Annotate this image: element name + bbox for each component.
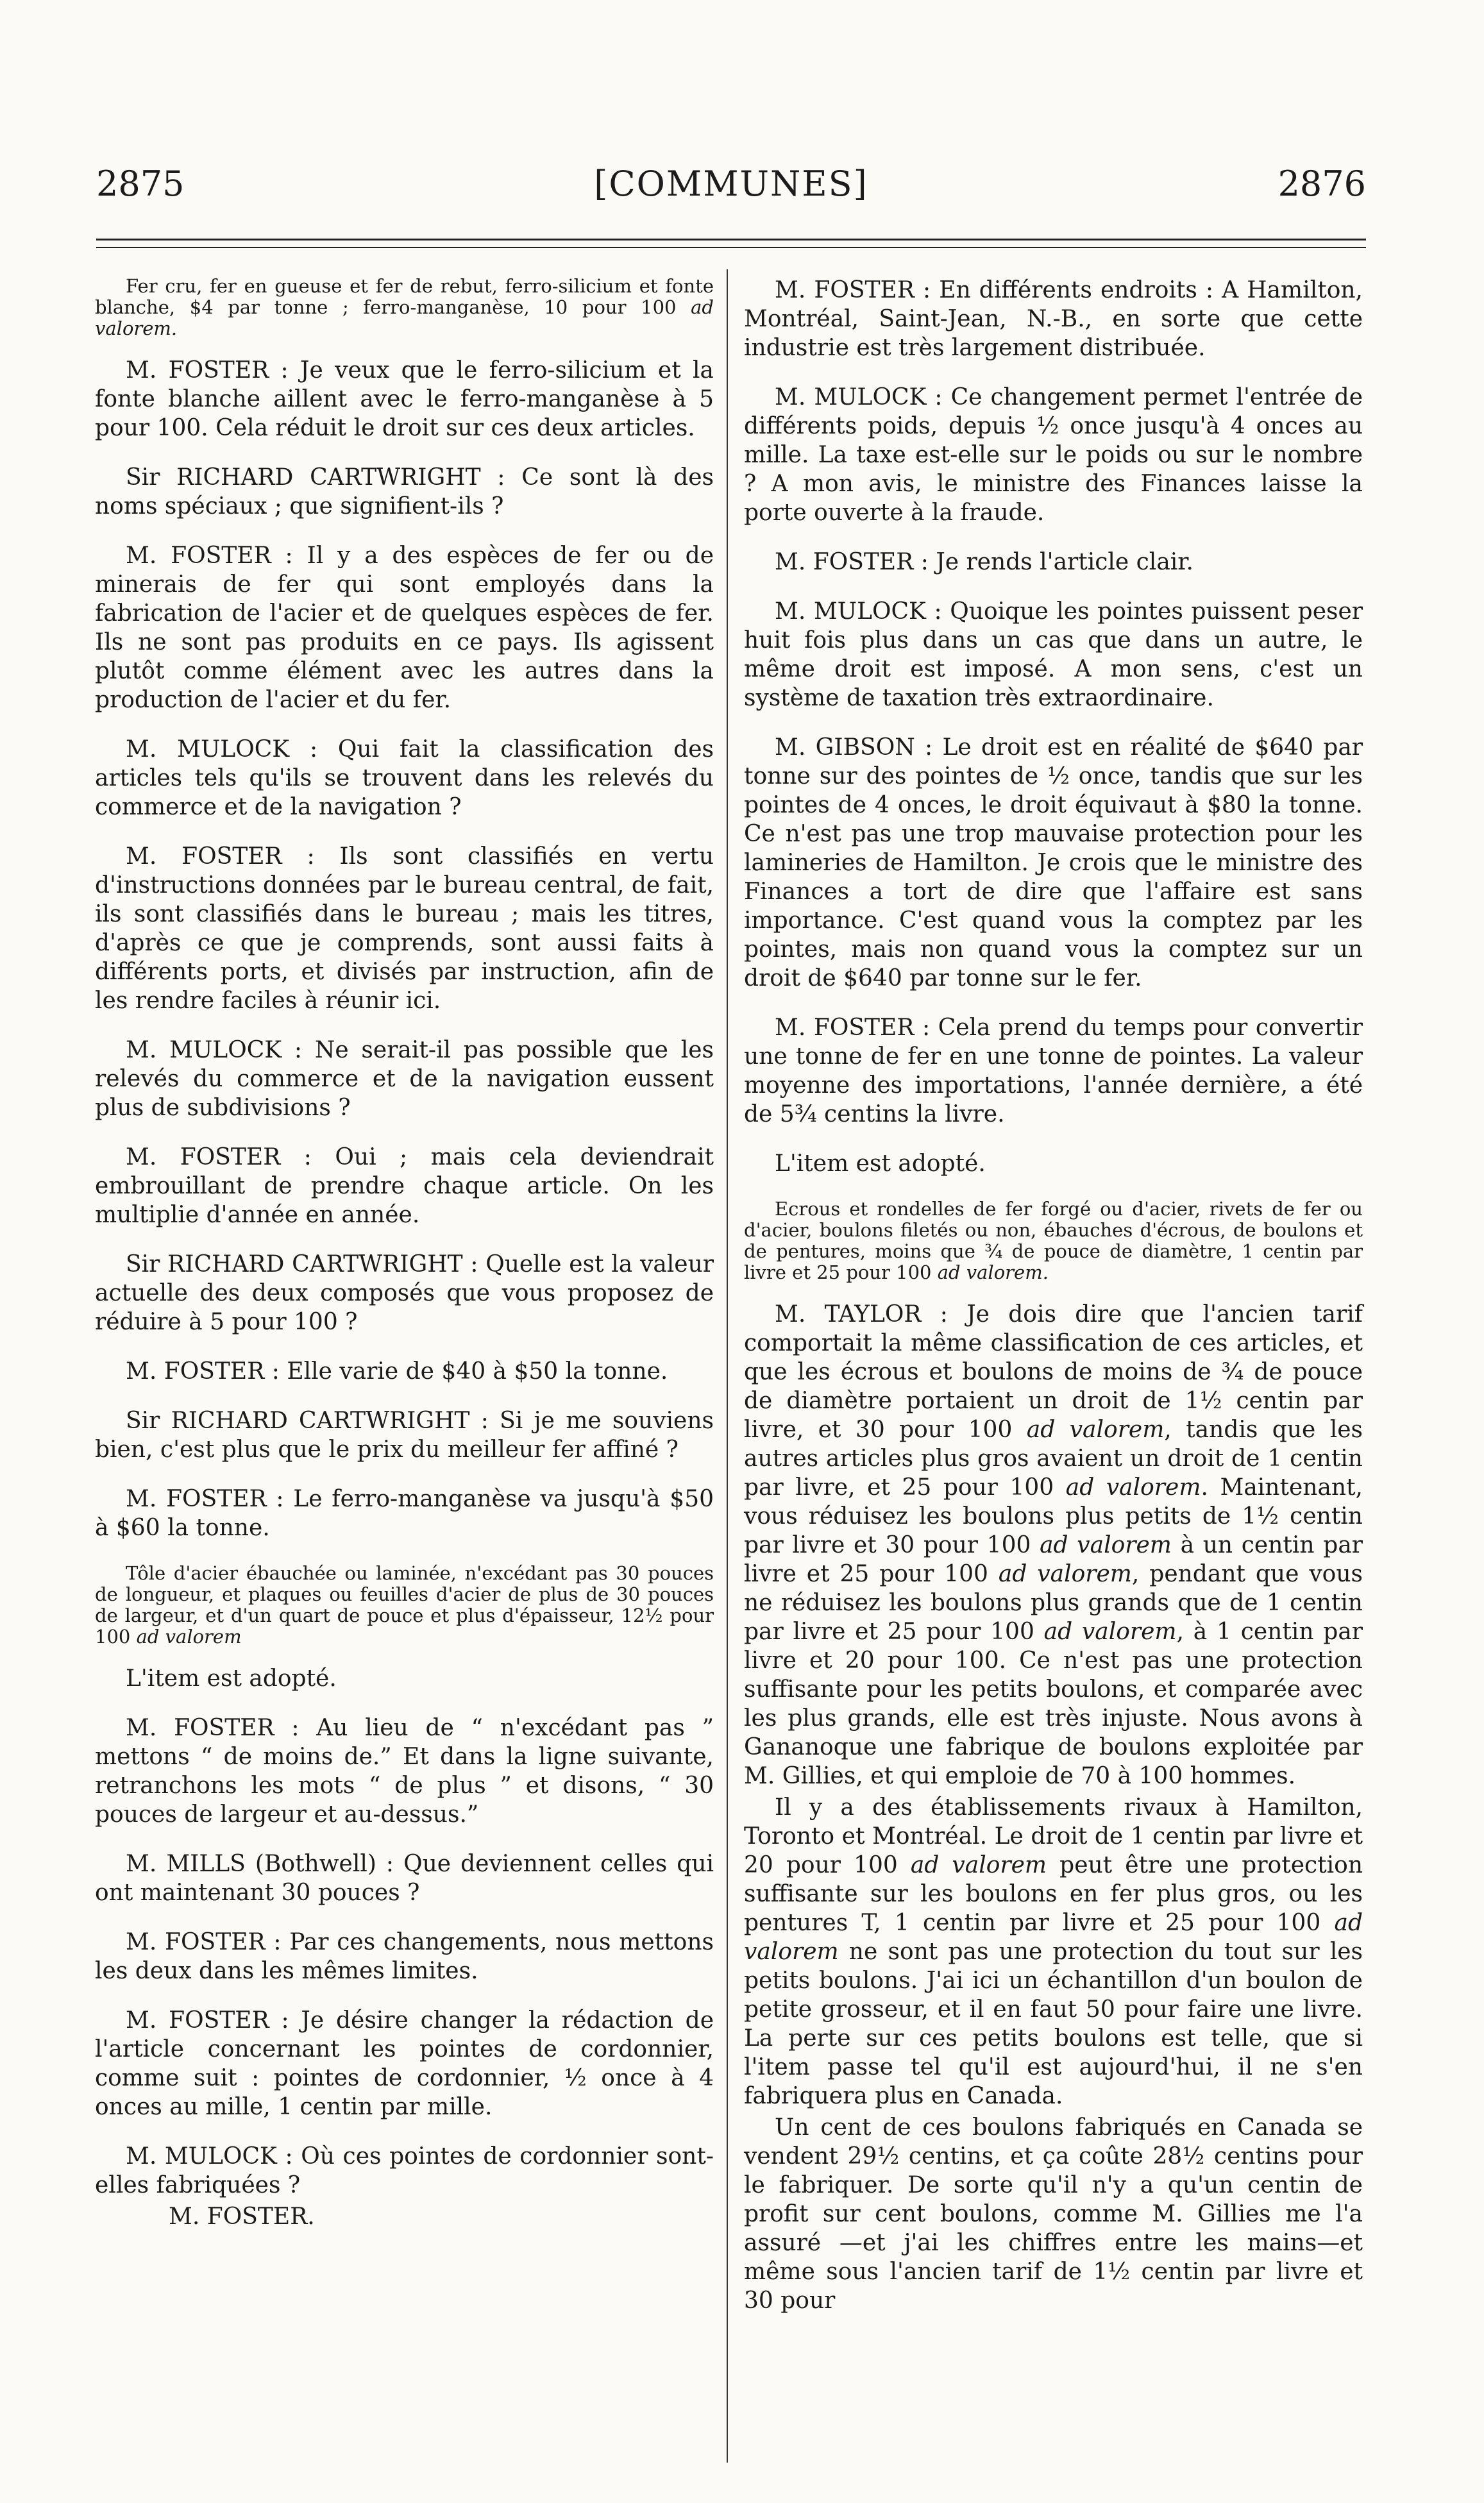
paragraph: M. FOSTER : Par ces changements, nous mettons les deux dans les mêmes limites. [95, 1929, 714, 1984]
paragraph: M. MULOCK : Ne serait-il pas possible que les relevés du commerce et de la navigation eussent plus de subdivisions ? [95, 1037, 714, 1121]
header-rule-thin [96, 247, 1366, 248]
right-column [744, 276, 1363, 2318]
paragraph: M. FOSTER : En différents endroits : A Hamilton, Montréal, Saint-Jean, N.-B., en sorte que cette industrie est très largement distribuée. [744, 277, 1363, 361]
page-number-right: 2876 [1277, 164, 1366, 204]
paragraph: M. MULOCK : Ce changement permet l'entrée de différents poids, depuis ½ once jusqu'à 4 onces au mille. La taxe est-elle sur le poids ou sur le nombre ? A mon avis, le ministre des Finances laisse la porte ouverte à la fraude. [744, 384, 1363, 526]
paragraph: M. FOSTER : Elle varie de $40 à $50 la tonne. [126, 1358, 668, 1385]
paragraph: M. FOSTER : Au lieu de “ n'excédant pas ” mettons “ de moins de.” Et dans la ligne suivante, retranchons les mots “ de plus ” et disons, “ 30 pouces de largeur et au-dessus.” [95, 1715, 714, 1828]
paragraph: M. FOSTER : Je veux que le ferro-silicium et la fonte blanche aillent avec le ferro-manganèse à 5 pour 100. Cela réduit le droit sur ces deux articles. [95, 357, 714, 441]
page-number-left: 2875 [96, 164, 185, 204]
paragraph: M. FOSTER : Je désire changer la rédaction de l'article concernant les pointes de cordonnier, comme suit : pointes de cordonnier, ½ once à 4 onces au mille, 1 centin par mille. [95, 2007, 714, 2120]
speaker-catchword: M. FOSTER. [169, 2204, 315, 2230]
paragraph: M. MILLS (Bothwell) : Que deviennent celles qui ont maintenant 30 pouces ? [95, 1851, 714, 1906]
paragraph: M. MULOCK : Quoique les pointes puissent peser huit fois plus dans un cas que dans un autre, le même droit est imposé. A mon sens, c'est un système de taxation très extraordinaire. [744, 598, 1363, 711]
paragraph: M. FOSTER : Je rends l'article clair. [775, 549, 1193, 575]
paragraph: Il y a des établissements rivaux à Hamilton, Toronto et Montréal. Le droit de 1 centin par livre et 20 pour 100 ad valorem peut être une protection suffisante sur les boulons en fer plus gros, ou les pentures T, 1 centin par livre et 25 pour 100 ad valorem ne sont pas une protection du tout sur les petits boulons. J'ai ici un échantillon d'un boulon de petite grosseur, et il en faut 50 pour faire une livre. La perte sur ces petits boulons est telle, que si l'item passe tel qu'il est aujourd'hui, il ne s'en fabriquera plus en Canada. [744, 1794, 1363, 2109]
paragraph: L'item est adopté. [126, 1665, 337, 1692]
paragraph: Sir RICHARD CARTWRIGHT : Ce sont là des noms spéciaux ; que signifient-ils ? [95, 464, 714, 519]
tariff-item: Ecrous et rondelles de fer forgé ou d'acier, rivets de fer ou d'acier, boulons filetés ou non, ébauches d'écrous, de boulons et de pentures, moins que ¾ de pouce de diamètre, 1 centin par livre et 25 pour 100 ad valorem. [744, 1198, 1363, 1283]
tariff-item: Tôle d'acier ébauchée ou laminée, n'excédant pas 30 pouces de longueur, et plaques ou feuilles d'acier de plus de 30 pouces de largeur, et d'un quart de pouce et plus d'épaisseur, 12½ pour 100 ad valorem [95, 1562, 714, 1648]
tariff-item: Fer cru, fer en gueuse et fer de rebut, ferro-silicium et fonte blanche, $4 par tonne ; ferro-manganèse, 10 pour 100 ad valorem. [95, 275, 714, 339]
paragraph: M. FOSTER : Oui ; mais cela deviendrait embrouillant de prendre chaque article. On les multiplie d'année en année. [95, 1144, 714, 1228]
page-header [96, 164, 1366, 208]
paragraph: M. GIBSON : Le droit est en réalité de $640 par tonne sur des pointes de ½ once, tandis que sur les pointes de 4 onces, le droit équivaut à $80 la tonne. Ce n'est pas une trop mauvaise protection pour les lamineries de Hamilton. Je crois que le ministre des Finances a tort de dire que l'affaire est sans importance. C'est quand vous la comptez par les pointes, mais non quand vous la comptez sur un droit de $640 par tonne sur le fer. [744, 734, 1363, 991]
paragraph: Sir RICHARD CARTWRIGHT : Quelle est la valeur actuelle des deux composés que vous proposez de réduire à 5 pour 100 ? [95, 1251, 714, 1335]
paragraph: M. MULOCK : Où ces pointes de cordonnier sont-elles fabriquées ? [95, 2143, 714, 2198]
paragraph: M. FOSTER : Ils sont classifiés en vertu d'instructions données par le bureau central, de fait, ils sont classifiés dans le bureau ; mais les titres, d'après ce que je comprends, sont aussi faits à différents ports, et divisés par instruction, afin de les rendre faciles à réunir ici. [95, 843, 714, 1014]
paragraph: Un cent de ces boulons fabriqués en Canada se vendent 29½ centins, et ça coûte 28½ centins pour le fabriquer. De sorte qu'il n'y a qu'un centin de profit sur cent boulons, comme M. Gillies me l'a assuré —et j'ai les chiffres entre les mains—et même sous l'ancien tarif de 1½ centin par livre et 30 pour [744, 2114, 1363, 2314]
paragraph: Sir RICHARD CARTWRIGHT : Si je me souviens bien, c'est plus que le prix du meilleur fer affiné ? [95, 1408, 714, 1463]
header-rule [96, 239, 1366, 240]
left-column [95, 276, 714, 2231]
paragraph: L'item est adopté. [775, 1150, 986, 1177]
paragraph: M. FOSTER : Cela prend du temps pour convertir une tonne de fer en une tonne de pointes. La valeur moyenne des importations, l'année dernière, a été de 5¾ centins la livre. [744, 1015, 1363, 1127]
page-title: [COMMUNES] [594, 164, 868, 204]
paragraph: M. TAYLOR : Je dois dire que l'ancien tarif comportait la même classification de ces articles, et que les écrous et boulons de moins de ¾ de pouce de diamètre portaient un droit de 1½ centin par livre, et 30 pour 100 ad valorem, tandis que les autres articles plus gros avaient un droit de 1 centin par livre, et 25 pour 100 ad valorem. Maintenant, vous réduisez les boulons plus petits de 1½ centin par livre et 30 pour 100 ad valorem à un centin par livre et 25 pour 100 ad valorem, pendant que vous ne réduisez les boulons plus grands que de 1 centin par livre et 25 pour 100 ad valorem, à 1 centin par livre et 20 pour 100. Ce n'est pas une protection suffisante pour les petits boulons, et comparée avec les plus grands, elle est très injuste. Nous avons à Gananoque une fabrique de boulons exploitée par M. Gillies, et qui emploie de 70 à 100 hommes. [744, 1301, 1363, 1789]
column-divider [727, 269, 728, 2463]
paragraph: M. FOSTER : Il y a des espèces de fer ou de minerais de fer qui sont employés dans la fabrication de l'acier et de quelques espèces de fer. Ils ne sont pas produits en ce pays. Ils agissent plutôt comme élément avec les autres dans la production de l'acier et du fer. [95, 543, 714, 713]
paragraph: M. MULOCK : Qui fait la classification des articles tels qu'ils se trouvent dans les relevés du commerce et de la navigation ? [95, 736, 714, 820]
paragraph: M. FOSTER : Le ferro-manganèse va jusqu'à $50 à $60 la tonne. [95, 1486, 714, 1541]
